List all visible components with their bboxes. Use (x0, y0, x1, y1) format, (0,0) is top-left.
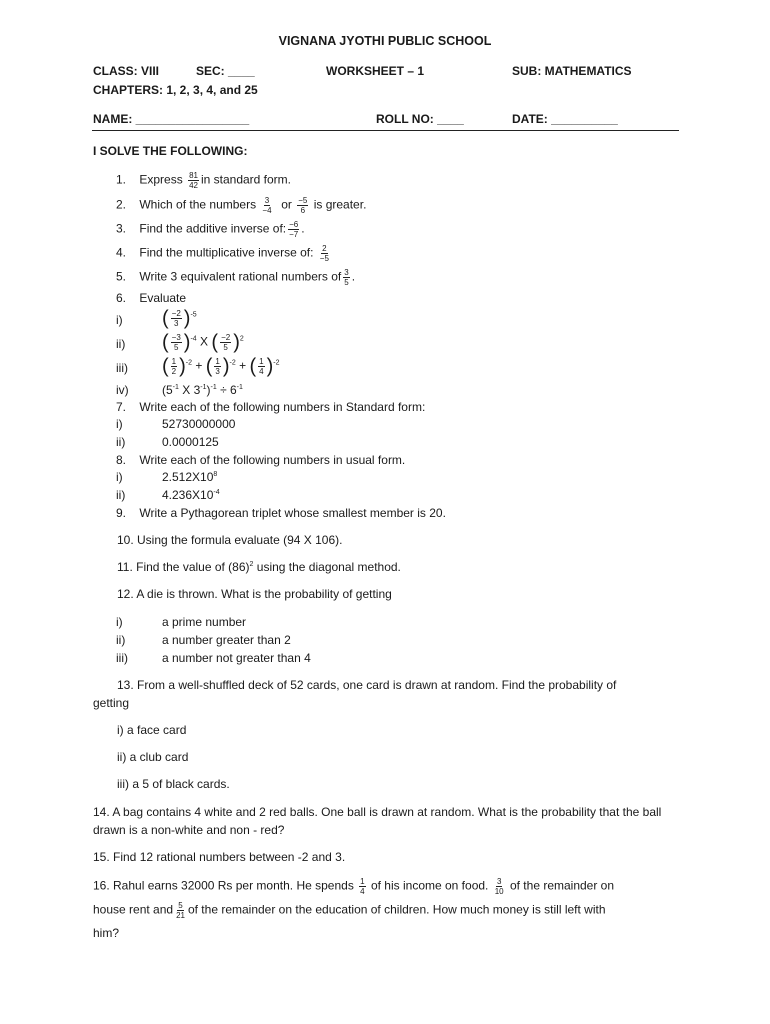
roll-field: ROLL NO: ____ (376, 112, 464, 126)
exponent: -2 (229, 359, 236, 367)
q-text: of the remainder on the education of children. How much money is still left with (187, 902, 606, 917)
q-text: . (301, 221, 305, 236)
exponent: -2 (273, 359, 280, 367)
sub-text: a number greater than 2 (162, 633, 291, 647)
denominator: −7 (289, 230, 299, 239)
question-13: 13. From a well-shuffled deck of 52 cards, one card is drawn at random. Find the probability of (117, 678, 617, 692)
q-text: Find the multiplicative inverse of: (139, 245, 314, 260)
sub-label: iii) (116, 361, 128, 375)
q-number: 5. (116, 269, 127, 284)
denominator: 5 (174, 343, 179, 352)
fraction (494, 877, 505, 896)
question-16-line2 (93, 901, 606, 920)
operator: + (239, 358, 247, 373)
numerator: 1 (259, 357, 264, 366)
expr-part: ÷ 6 (216, 383, 237, 397)
date-field: DATE: __________ (512, 112, 618, 126)
q-text: Express (139, 172, 183, 187)
numerator: 1 (171, 357, 177, 366)
sub-text: a number not greater than 4 (162, 651, 311, 665)
exponent: -4 (190, 335, 197, 343)
exponent: 2 (249, 561, 254, 568)
q-number: 6. (116, 291, 127, 305)
denominator: −4 (262, 206, 272, 215)
fraction (171, 357, 177, 376)
fraction (359, 877, 365, 896)
sub-label: i) (116, 417, 123, 431)
fraction (171, 309, 182, 328)
operator: X (200, 334, 209, 349)
numerator: 1 (360, 877, 365, 886)
numerator: 1 (215, 357, 220, 366)
sub-text (162, 488, 220, 502)
q-number: 8. (116, 453, 127, 467)
exponent: 2 (239, 335, 244, 343)
subject-label: SUB: MATHEMATICS (512, 64, 632, 78)
question-6 (116, 291, 186, 305)
q-text: Write a Pythagorean triplet whose smallest member is 20. (139, 506, 446, 520)
numerator: 5 (178, 901, 183, 910)
question-11 (117, 560, 401, 574)
header-divider (92, 130, 679, 131)
sub-label: ii) (116, 488, 126, 502)
numerator: −2 (171, 309, 181, 318)
denominator: 21 (176, 911, 185, 920)
sub-text: a prime number (162, 615, 247, 629)
fraction (343, 268, 349, 287)
numerator: 3 (344, 268, 349, 277)
question-13-cont: getting (93, 696, 130, 710)
sub-text: 0.0000125 (162, 435, 219, 449)
q-text: in standard form. (200, 172, 292, 187)
sub-label: iv) (116, 383, 129, 397)
sub-text (162, 470, 217, 484)
sub-text: 52730000000 (162, 417, 236, 431)
fraction (258, 357, 264, 376)
question-3 (116, 220, 305, 239)
worksheet-label: WORKSHEET – 1 (326, 64, 425, 78)
q-text: using the diagonal method. (253, 560, 401, 574)
name-field: NAME: _________________ (93, 112, 250, 126)
q-text: . (351, 269, 356, 284)
q-text: of the remainder on (509, 878, 615, 893)
denominator: 10 (494, 887, 504, 896)
fraction (261, 196, 272, 215)
denominator: 5 (344, 278, 349, 287)
class-label: CLASS: VIII (93, 64, 160, 78)
fraction (171, 333, 182, 352)
numerator: −6 (289, 220, 299, 229)
numerator: 2 (322, 244, 327, 253)
question-1 (116, 171, 291, 190)
denominator: 6 (300, 206, 306, 215)
denominator: 5 (223, 343, 228, 352)
expr-part: ) (206, 383, 211, 397)
numerator: −3 (171, 333, 181, 342)
expr-part: X 3 (178, 383, 201, 397)
sub-label: ii) (116, 435, 126, 449)
chapters-label: CHAPTERS: 1, 2, 3, 4, and 25 (93, 83, 258, 97)
fraction (288, 220, 299, 239)
numerator: −2 (221, 333, 231, 342)
question-15: 15. Find 12 rational numbers between -2 and 3. (93, 850, 346, 864)
q-text: Write each of the following numbers in usual form. (139, 453, 406, 467)
sub-label: i) (116, 470, 123, 484)
q-number: 3. (116, 221, 127, 236)
question-4 (116, 244, 332, 263)
sub-label: iii) (116, 651, 128, 665)
q-text: Find the additive inverse of: (139, 221, 287, 236)
fraction (220, 333, 231, 352)
numerator: 3 (496, 877, 502, 886)
q-text: of his income on food. (370, 878, 489, 893)
sub-label: i) (116, 615, 123, 629)
sub-label: ii) (116, 337, 126, 351)
numerator: −5 (298, 196, 308, 205)
q-text: Which of the numbers (139, 197, 257, 212)
base: 4.236X10 (162, 488, 214, 502)
fraction (214, 357, 220, 376)
q-text: is greater. (313, 197, 367, 212)
q-text: 11. Find the value of (86) (117, 560, 250, 574)
q-number: 4. (116, 245, 127, 260)
denominator: 2 (171, 367, 177, 376)
denominator: −5 (319, 254, 329, 263)
exponent: 8 (213, 471, 218, 478)
q-text: house rent and (93, 902, 174, 917)
operator: + (195, 358, 203, 373)
question-10: 10. Using the formula evaluate (94 X 106). (117, 533, 343, 547)
question-5 (116, 268, 355, 287)
exponent: -1 (172, 384, 179, 391)
sub-label: ii) (116, 633, 126, 647)
sub-text: i) a face card (117, 723, 187, 737)
exponent: -4 (213, 489, 220, 496)
denominator: 3 (174, 319, 179, 328)
fraction (319, 244, 330, 263)
denominator: 3 (215, 367, 220, 376)
question-8 (116, 453, 405, 467)
sub-text: iii) a 5 of black cards. (117, 777, 230, 791)
q-text: Evaluate (139, 291, 187, 305)
q-text: Write 3 equivalent rational numbers of (139, 269, 342, 284)
exponent: -2 (185, 359, 193, 367)
numerator: 3 (264, 196, 270, 205)
base: 2.512X10 (162, 470, 214, 484)
exponent: -5 (190, 311, 197, 319)
question-14: 14. A bag contains 4 white and 2 red balls. One ball is drawn at random. What is the probability that the ball drawn is a non-white and non - red? (93, 805, 662, 837)
exponent: -1 (210, 384, 217, 391)
denominator: 4 (259, 367, 264, 376)
expression-6ii: ( $\frac{-3}{5}$ )$^{-4}$ X ( $\frac{-2}{5}$ )$^2$ (162, 331, 244, 354)
q-text: 16. Rahul earns 32000 Rs per month. He spends (93, 878, 354, 893)
exponent: -1 (236, 384, 243, 391)
q-number: 9. (116, 506, 127, 520)
instruction-heading: I SOLVE THE FOLLOWING: (93, 144, 248, 158)
question-7 (116, 400, 425, 414)
fraction (175, 901, 186, 920)
numerator: 81 (189, 171, 198, 180)
expr-part: (5 (162, 383, 173, 397)
question-16 (93, 877, 614, 896)
denominator: 4 (360, 887, 365, 896)
sub-text: ii) a club card (117, 750, 189, 764)
fraction (297, 196, 308, 215)
question-16-line3: him? (93, 926, 120, 940)
section-label: SEC: ____ (196, 64, 255, 78)
q-text: or (281, 197, 292, 212)
fraction (188, 171, 199, 190)
sub-label: i) (116, 313, 123, 327)
question-2 (116, 196, 366, 215)
school-title: VIGNANA JYOTHI PUBLIC SCHOOL (278, 34, 492, 48)
denominator: 42 (189, 181, 198, 190)
question-9 (116, 506, 446, 520)
q-number: 2. (116, 197, 127, 212)
expression-6iv (162, 383, 243, 397)
q-text: Write each of the following numbers in Standard form: (139, 400, 426, 414)
expression-6i: ( $\frac{-2}{3}$ )$^{-5}$ (162, 307, 197, 330)
question-12: 12. A die is thrown. What is the probability of getting (117, 587, 392, 601)
q-number: 1. (116, 172, 127, 187)
exponent: -1 (200, 384, 207, 391)
q-number: 7. (116, 400, 127, 414)
expression-6iii: ( $\frac{1}{2}$ )$^{-2}$ + ( $\frac{1}{3}$ )$^{-2}$ + ( $\frac{1}{4}$ )$^{-2}$ (162, 355, 280, 378)
